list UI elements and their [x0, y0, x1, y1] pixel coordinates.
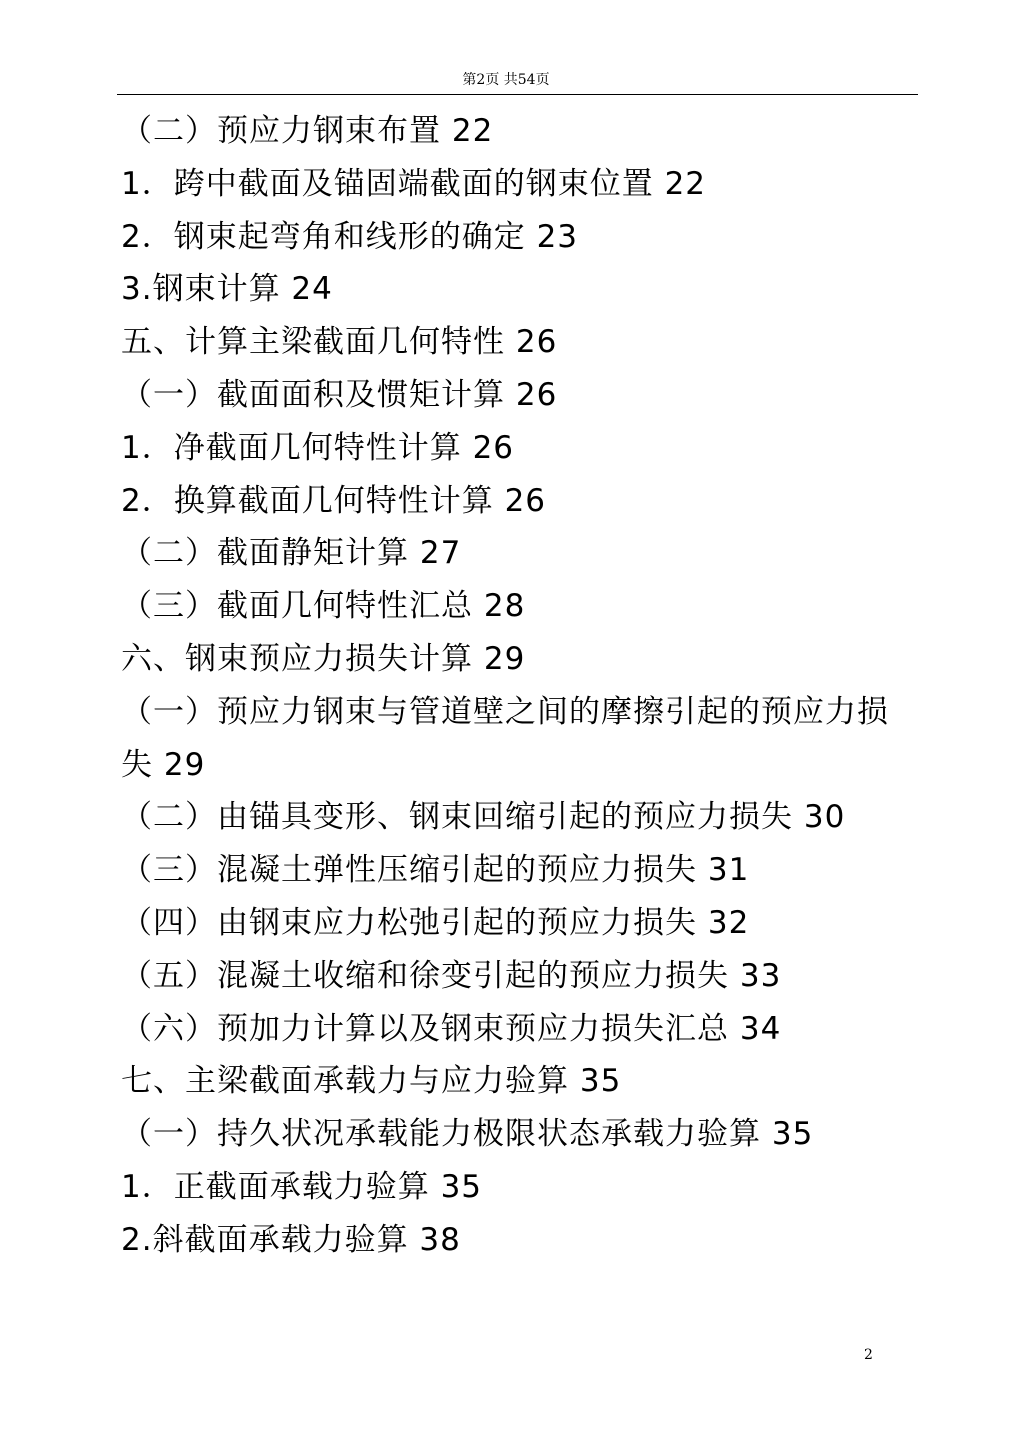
toc-entry[interactable] — [121, 686, 911, 792]
toc-entry-text: （三）截面几何特性汇总 28 — [121, 588, 526, 625]
toc-entry[interactable] — [121, 950, 911, 1003]
toc-entry[interactable] — [121, 580, 911, 633]
toc-entry[interactable] — [121, 1003, 911, 1056]
toc-entry[interactable] — [121, 1055, 911, 1108]
header-divider — [117, 94, 918, 95]
toc-entry[interactable] — [121, 475, 911, 528]
page-header: 第2页 共54页 — [462, 72, 550, 88]
toc-entry[interactable] — [121, 211, 911, 264]
toc-entry-text: 2．换算截面几何特性计算 26 — [121, 482, 547, 519]
toc-entry[interactable] — [121, 158, 911, 211]
toc-entry-text: 1．跨中截面及锚固端截面的钢束位置 22 — [121, 165, 707, 202]
toc-entry-text: 3.钢束计算 24 — [121, 271, 333, 308]
toc-entry-text: （六）预加力计算以及钢束预应力损失汇总 34 — [121, 1010, 782, 1047]
toc-entry-text: （二）截面静矩计算 27 — [121, 535, 462, 572]
toc-entry-text: （一）预应力钢束与管道壁之间的摩擦引起的预应力损失 29 — [121, 693, 889, 783]
toc-entry[interactable] — [121, 527, 911, 580]
toc-entry-text: 五、计算主梁截面几何特性 26 — [121, 324, 558, 361]
toc-entry-text: （五）混凝土收缩和徐变引起的预应力损失 33 — [121, 957, 782, 994]
toc-entry[interactable] — [121, 105, 911, 158]
toc-entry[interactable] — [121, 316, 911, 369]
toc-entry-text: 六、钢束预应力损失计算 29 — [121, 640, 526, 677]
toc-entry[interactable] — [121, 422, 911, 475]
toc-entry[interactable] — [121, 897, 911, 950]
toc-entry-text: 1．净截面几何特性计算 26 — [121, 429, 515, 466]
toc-entry[interactable] — [121, 1161, 911, 1214]
toc-entry-text: （四）由钢束应力松弛引起的预应力损失 32 — [121, 904, 750, 941]
toc-entry-text: 2．钢束起弯角和线形的确定 23 — [121, 218, 579, 255]
toc-entry[interactable] — [121, 369, 911, 422]
toc-entry-text: 七、主梁截面承载力与应力验算 35 — [121, 1063, 622, 1100]
toc-entry-text: 2.斜截面承载力验算 38 — [121, 1221, 461, 1258]
toc-entry[interactable] — [121, 1108, 911, 1161]
toc-entry-text: 1．正截面承载力验算 35 — [121, 1168, 483, 1205]
toc-entry-text: （一）截面面积及惯矩计算 26 — [121, 376, 558, 413]
toc-entry-text: （一）持久状况承载能力极限状态承载力验算 35 — [121, 1116, 814, 1153]
toc-entry[interactable] — [121, 263, 911, 316]
table-of-contents — [121, 105, 911, 1267]
page-number: 2 — [864, 1347, 873, 1363]
toc-entry-text: （二）由锚具变形、钢束回缩引起的预应力损失 30 — [121, 799, 846, 836]
toc-entry[interactable] — [121, 791, 911, 844]
toc-entry[interactable] — [121, 844, 911, 897]
toc-entry[interactable] — [121, 633, 911, 686]
toc-entry[interactable] — [121, 1214, 911, 1267]
toc-entry-text: （三）混凝土弹性压缩引起的预应力损失 31 — [121, 852, 750, 889]
toc-entry-text: （二）预应力钢束布置 22 — [121, 113, 494, 149]
